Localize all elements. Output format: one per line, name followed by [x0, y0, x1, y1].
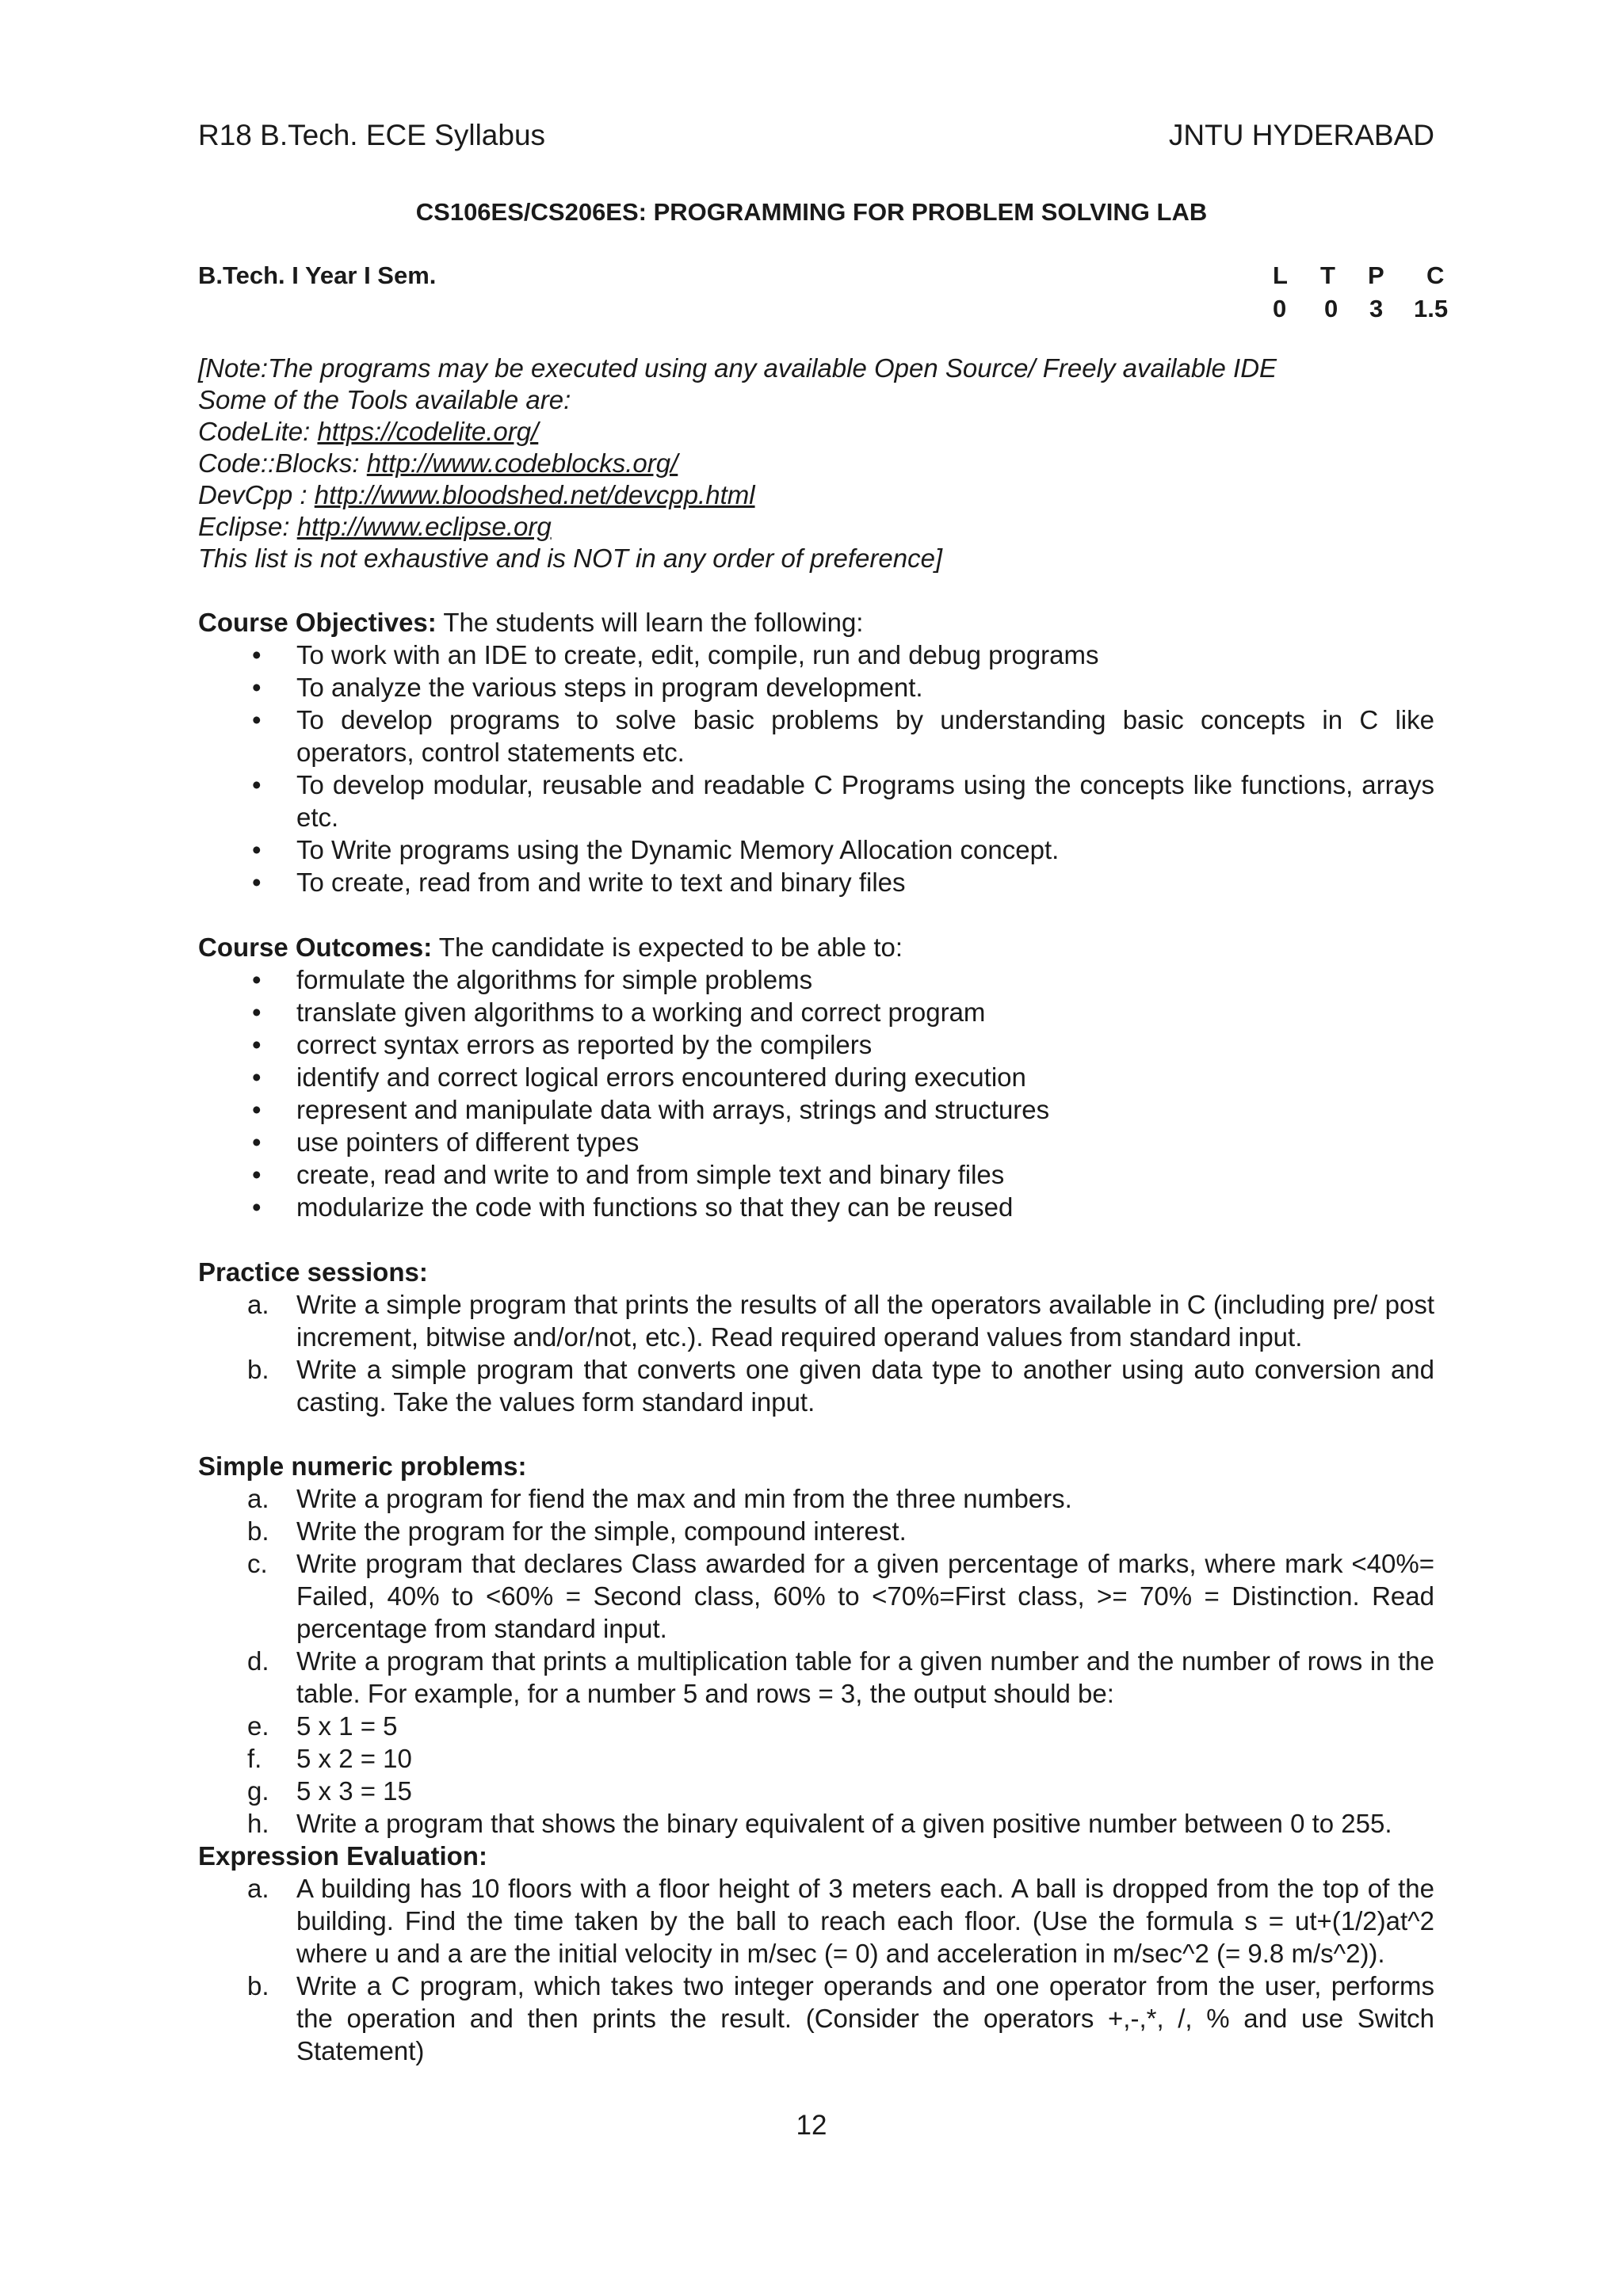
- numeric-heading: Simple numeric problems:: [198, 1451, 527, 1481]
- header-left: R18 B.Tech. ECE Syllabus: [198, 119, 546, 151]
- simple-numeric-problems: [198, 1450, 1434, 1840]
- list-item: • To create, read from and write to text and binary files: [252, 868, 906, 897]
- bullet-icon: •: [252, 673, 262, 702]
- list-item: g. 5 x 3 = 15: [247, 1776, 412, 1806]
- list-item: • formulate the algorithms for simple problems: [252, 965, 813, 994]
- codeblocks-link[interactable]: http://www.codeblocks.org/: [366, 448, 678, 478]
- ide-note: [198, 353, 1277, 574]
- list-item: • translate given algorithms to a working and correct program: [252, 997, 986, 1027]
- header-right: JNTU HYDERABAD: [1168, 119, 1434, 151]
- list-item: • To develop modular, reusable and readable C Programs using the concepts like functions, arrays etc.: [252, 770, 1434, 832]
- list-item: • To develop programs to solve basic problems by understanding basic concepts in C like operators, control statements etc.: [252, 705, 1434, 767]
- eclipse-link[interactable]: http://www.eclipse.org: [296, 512, 552, 541]
- bullet-icon: •: [252, 705, 262, 734]
- ltpc-value-c: 1.5: [1414, 295, 1449, 322]
- bullet-icon: •: [252, 835, 262, 864]
- list-item: • create, read and write to and from simple text and binary files: [252, 1160, 1005, 1189]
- tool-codelite: CodeLite: https://codelite.org/: [198, 417, 539, 446]
- ltpc-label-c: C: [1426, 261, 1445, 289]
- list-item: c. Write program that declares Class awarded for a given percentage of marks, where mark <40%= Failed, 40% to <60% = Second class, 60% to <70%=First class, >= 70% = Distinction. Read percentage from standard input.: [247, 1549, 1434, 1643]
- bullet-icon: •: [252, 1030, 262, 1059]
- list-item: a. Write a program for fiend the max and min from the three numbers.: [247, 1484, 1072, 1513]
- bullet-icon: •: [252, 1192, 262, 1222]
- list-item: d. Write a program that prints a multiplication table for a given number and the number of rows in the table. For example, for a number 5 and rows = 3, the output should be:: [247, 1646, 1434, 1708]
- bullet-icon: •: [252, 640, 262, 669]
- list-item: b. Write a C program, which takes two integer operands and one operator from the user, performs the operation and then prints the result. (Consider the operators +,-,*, /, % and use Switch Statement): [247, 1971, 1434, 2065]
- list-item: • To work with an IDE to create, edit, compile, run and debug programs: [252, 640, 1099, 669]
- ltpc-label-t: T: [1320, 261, 1335, 289]
- codelite-link[interactable]: https://codelite.org/: [317, 417, 539, 446]
- expression-evaluation: [198, 1840, 1434, 2067]
- page-number: 12: [796, 2110, 827, 2141]
- list-item: b. Write the program for the simple, compound interest.: [247, 1516, 907, 1546]
- list-item: h. Write a program that shows the binary equivalent of a given positive number between 0 to 255.: [247, 1809, 1392, 1838]
- ltpc-value-l: 0: [1273, 295, 1287, 322]
- list-item: • To Write programs using the Dynamic Memory Allocation concept.: [252, 835, 1060, 864]
- semester-label: B.Tech. I Year I Sem.: [198, 261, 437, 289]
- bullet-icon: •: [252, 965, 262, 994]
- bullet-icon: •: [252, 770, 262, 799]
- expression-heading: Expression Evaluation:: [198, 1841, 487, 1871]
- practice-sessions: [198, 1256, 1434, 1418]
- list-item: a. Write a simple program that prints the results of all the operators available in C (including pre/ post increment, bitwise and/or/not, etc.). Read required operand values from standard input.: [247, 1290, 1434, 1352]
- bullet-icon: •: [252, 1127, 262, 1157]
- bullet-icon: •: [252, 997, 262, 1027]
- list-item: a. A building has 10 floors with a floor height of 3 meters each. A ball is dropped from the top of the building. Find the time taken by the ball to reach each floor. (Use the formula s = ut+(1/2)at^2 where u and a are the initial velocity in m/sec (= 0) and acceleration in m/sec^2 (= 9.8 m/s^2)).: [247, 1874, 1434, 1968]
- ltpc-value-p: 3: [1369, 295, 1384, 322]
- objectives-heading: Course Objectives: The students will learn the following:: [198, 608, 864, 637]
- course-outcomes: [198, 931, 1434, 1223]
- bullet-icon: •: [252, 868, 262, 897]
- list-item: • correct syntax errors as reported by the compilers: [252, 1030, 873, 1059]
- course-title: CS106ES/CS206ES: PROGRAMMING FOR PROBLEM SOLVING LAB: [415, 198, 1208, 226]
- note-line: This list is not exhaustive and is NOT in any order of preference]: [198, 543, 943, 573]
- tool-eclipse: Eclipse: http://www.eclipse.org: [198, 512, 552, 541]
- list-item: e. 5 x 1 = 5: [247, 1711, 398, 1741]
- bullet-icon: •: [252, 1095, 262, 1124]
- list-item: f. 5 x 2 = 10: [247, 1744, 412, 1773]
- list-item: • use pointers of different types: [252, 1127, 640, 1157]
- note-line: [Note:The programs may be executed using any available Open Source/ Freely available IDE: [198, 353, 1277, 383]
- tool-devcpp: DevCpp : http://www.bloodshed.net/devcpp.html: [198, 480, 755, 509]
- note-line: Some of the Tools available are:: [198, 385, 571, 414]
- practice-heading: Practice sessions:: [198, 1257, 428, 1287]
- list-item: b. Write a simple program that converts one given data type to another using auto conversion and casting. Take the values form standard input.: [247, 1355, 1434, 1417]
- list-item: • To analyze the various steps in program development.: [252, 673, 923, 702]
- bullet-icon: •: [252, 1160, 262, 1189]
- tool-codeblocks: Code::Blocks: http://www.codeblocks.org/: [198, 448, 678, 478]
- ltpc-value-t: 0: [1324, 295, 1338, 322]
- devcpp-link[interactable]: http://www.bloodshed.net/devcpp.html: [314, 480, 755, 509]
- ltpc-label-p: P: [1368, 261, 1384, 289]
- ltpc-label-l: L: [1273, 261, 1288, 289]
- course-objectives: [198, 606, 1434, 898]
- bullet-icon: •: [252, 1062, 262, 1092]
- list-item: • represent and manipulate data with arrays, strings and structures: [252, 1095, 1050, 1124]
- outcomes-heading: Course Outcomes: The candidate is expected to be able to:: [198, 933, 903, 962]
- list-item: • modularize the code with functions so that they can be reused: [252, 1192, 1014, 1222]
- list-item: • identify and correct logical errors encountered during execution: [252, 1062, 1026, 1092]
